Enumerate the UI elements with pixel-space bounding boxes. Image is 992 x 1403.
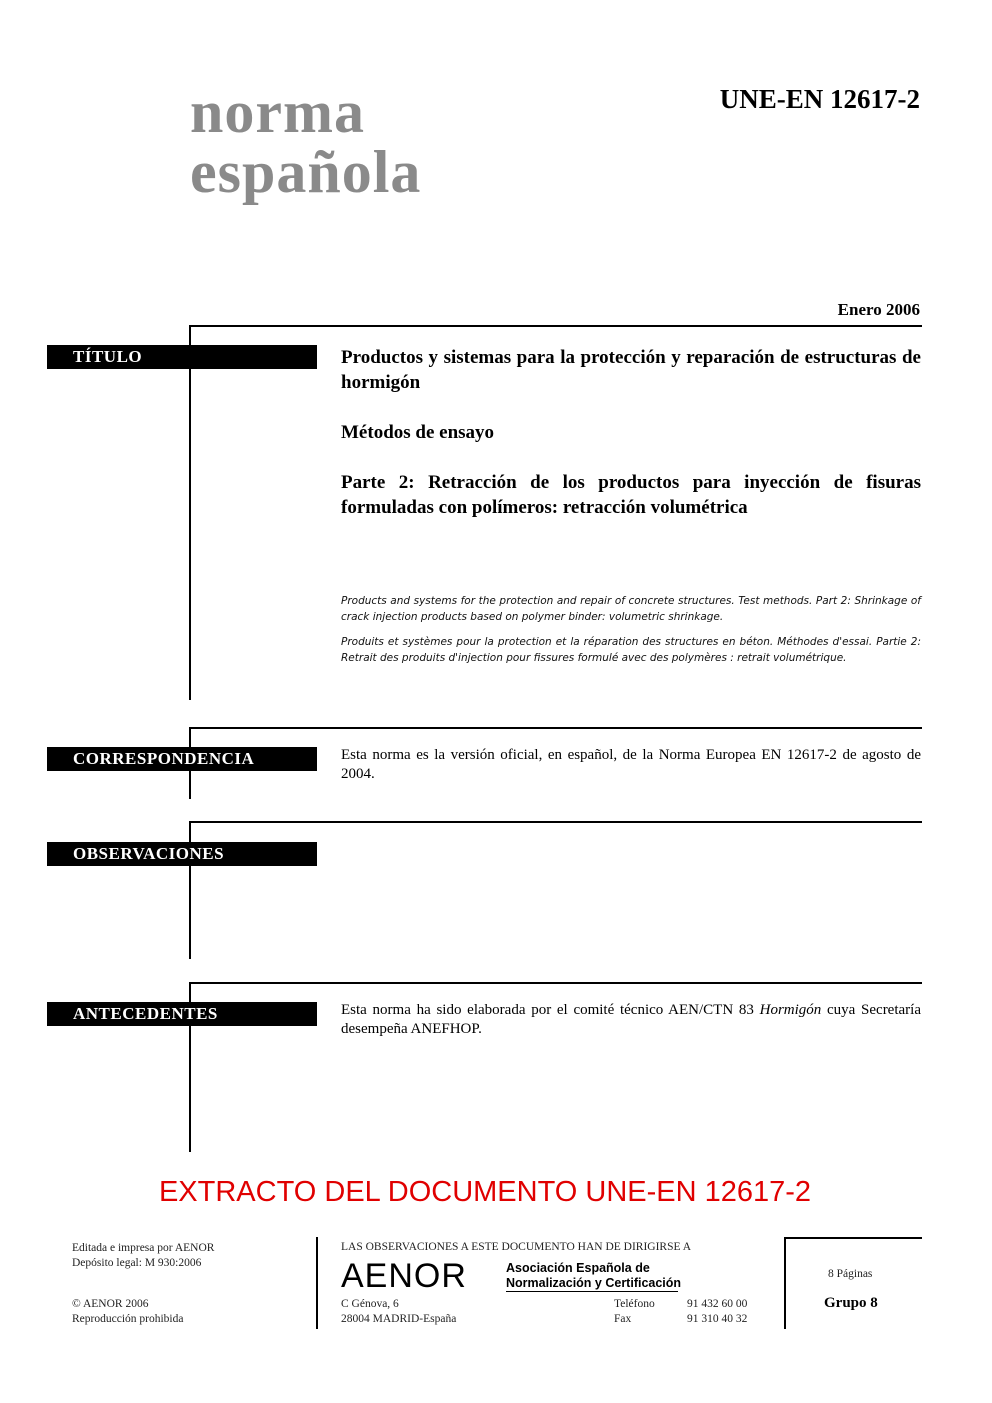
aenor-logo-rule — [506, 1291, 678, 1292]
aenor-sub-line1: Asociación Española de — [506, 1261, 650, 1275]
extract-notice: EXTRACTO DEL DOCUMENTO UNE-EN 12617-2 — [158, 1176, 812, 1208]
footer-fax-number: 91 310 40 32 — [687, 1313, 748, 1325]
footer-box-top-rule — [784, 1237, 922, 1239]
titulo-content — [341, 345, 921, 666]
section-rule-observaciones — [189, 821, 922, 823]
aenor-sub-line2: Normalización y Certificación — [506, 1276, 682, 1290]
footer-copyright — [72, 1297, 183, 1327]
label-titulo: TÍTULO — [47, 345, 317, 369]
footer-address — [341, 1297, 456, 1327]
footer-reproduction: Reproducción prohibida — [72, 1313, 184, 1325]
footer-copyright-line: © AENOR 2006 — [72, 1298, 149, 1310]
title-subtitle: Métodos de ensayo — [341, 422, 495, 443]
footer-phone-labels — [614, 1297, 655, 1327]
footer-tel-label: Teléfono — [614, 1298, 655, 1310]
section-rule-titulo — [189, 325, 922, 327]
footer-divider-right — [784, 1237, 786, 1329]
aenor-logo-subtitle — [506, 1261, 681, 1291]
antecedentes-text-b: cuya Secretaría desempeña ANEFHOP. — [341, 1002, 921, 1037]
label-correspondencia: CORRESPONDENCIA — [47, 747, 317, 771]
title-part: Parte 2: Retracción de los productos para inyección de fisuras formuladas con polímeros: retracción volumétrica — [341, 472, 921, 518]
footer-address-city: 28004 MADRID-España — [341, 1313, 457, 1325]
footer-edited-by: Editada e impresa por AENOR — [72, 1242, 215, 1254]
title-french: Produits et systèmes pour la protection et la réparation des structures en béton. Méthodes d'essai. Partie 2: Retrait des produits d'injection pour fissures formulé avec des polymères : retrait volumétrique. — [341, 636, 921, 664]
label-observaciones: OBSERVACIONES — [47, 842, 317, 866]
standard-code: UNE-EN 12617-2 — [719, 84, 920, 114]
publication-date: Enero 2006 — [837, 300, 920, 319]
title-main: Productos y sistemas para la protección y reparación de estructuras de hormigón — [341, 347, 921, 393]
footer-divider-left — [316, 1237, 318, 1329]
brand-title — [190, 79, 422, 205]
price-group: Grupo 8 — [824, 1295, 878, 1311]
brand-line-2: española — [190, 139, 422, 205]
antecedentes-text-a: Esta norma ha sido elaborada por el comité técnico AEN/CTN 83 — [341, 1002, 760, 1018]
footer-phone-numbers — [687, 1297, 747, 1327]
correspondencia-text: Esta norma es la versión oficial, en español, de la Norma Europea EN 12617-2 de agosto de 2004. — [341, 747, 921, 782]
footer-address-street: C Génova, 6 — [341, 1298, 399, 1310]
title-english: Products and systems for the protection and repair of concrete structures. Test methods. Part 2: Shrinkage of crack injection products based on polymer binder: volumetric shrinkage. — [341, 595, 921, 623]
brand-line-1: norma — [190, 79, 365, 145]
section-rule-antecedentes — [189, 982, 922, 984]
footer-fax-label: Fax — [614, 1313, 632, 1325]
page-count: 8 Páginas — [828, 1268, 873, 1280]
aenor-logo: AENOR — [341, 1257, 467, 1295]
label-antecedentes: ANTECEDENTES — [47, 1002, 317, 1026]
footer-edition — [72, 1241, 214, 1271]
section-vrule-titulo — [189, 325, 191, 700]
footer-legal-deposit: Depósito legal: M 930:2006 — [72, 1257, 202, 1269]
footer-contact-header: LAS OBSERVACIONES A ESTE DOCUMENTO HAN DE DIRIGIRSE A — [341, 1241, 692, 1253]
footer-tel-number: 91 432 60 00 — [687, 1298, 748, 1310]
antecedentes-committee-name: Hormigón — [759, 1002, 822, 1018]
antecedentes-text — [341, 1001, 921, 1039]
section-rule-correspondencia — [189, 727, 922, 729]
